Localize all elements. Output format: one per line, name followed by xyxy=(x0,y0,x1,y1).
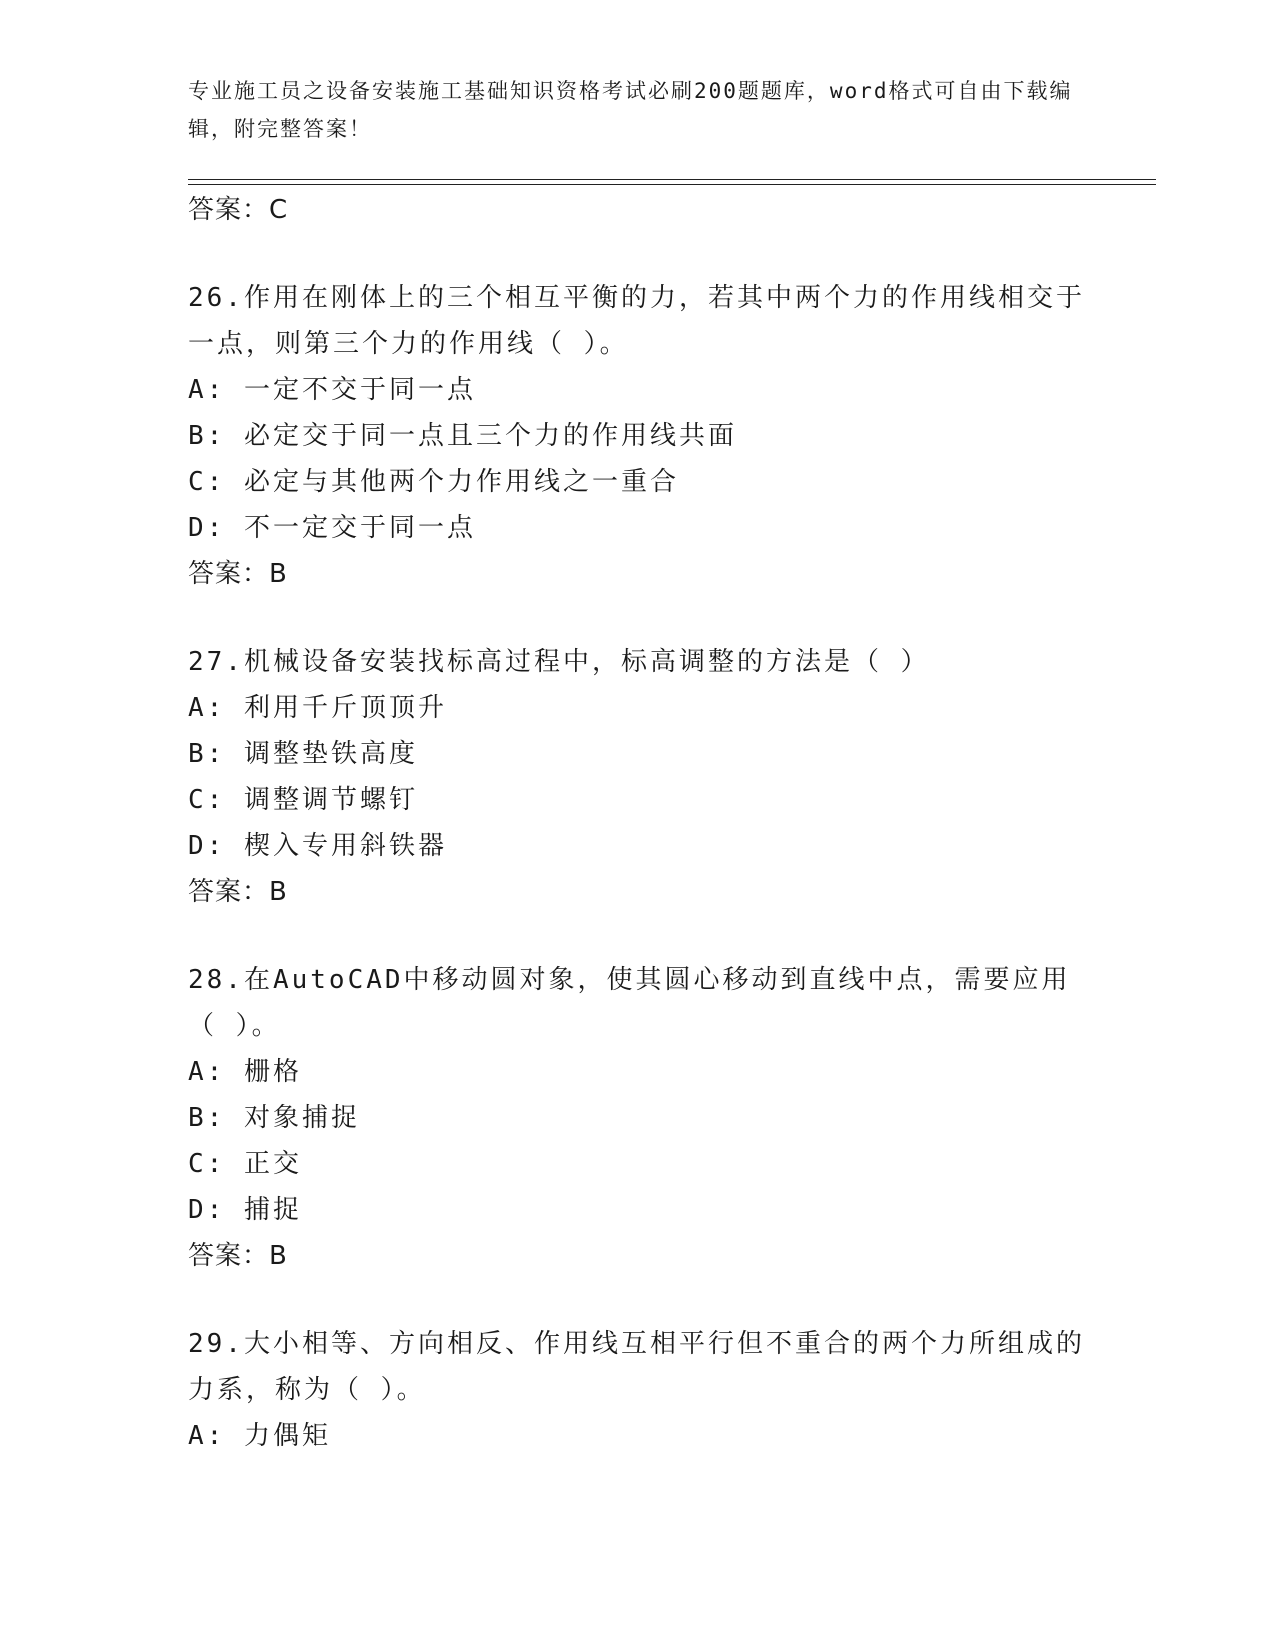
question-text: 26.作用在刚体上的三个相互平衡的力，若其中两个力的作用线相交于一点，则第三个力的作用线（ ）。 xyxy=(188,283,1085,359)
option-b: B: 调整垫铁高度 xyxy=(188,739,418,769)
answer-q25: 答案：C xyxy=(188,195,289,225)
answer-q27: 答案：B xyxy=(188,877,288,907)
question-list xyxy=(188,187,1088,1459)
spacer xyxy=(188,233,1088,275)
option-d: D: 楔入专用斜铁器 xyxy=(188,831,447,861)
answer-q26: 答案：B xyxy=(188,559,288,589)
option-a: A: 一定不交于同一点 xyxy=(188,375,476,405)
question-text: 29.大小相等、方向相反、作用线互相平行但不重合的两个力所组成的力系，称为（ ）。 xyxy=(188,1329,1085,1405)
option-d: D: 捕捉 xyxy=(188,1195,302,1225)
option-d: D: 不一定交于同一点 xyxy=(188,513,476,543)
document-header: 专业施工员之设备安装施工基础知识资格考试必刷200题题库，word格式可自由下载编辑，附完整答案！ xyxy=(188,79,1073,141)
spacer xyxy=(188,915,1088,957)
option-a: A: 力偶矩 xyxy=(188,1421,331,1451)
spacer xyxy=(188,1279,1088,1321)
option-b: B: 对象捕捉 xyxy=(188,1103,360,1133)
option-a: A: 利用千斤顶顶升 xyxy=(188,693,447,723)
question-block-26 xyxy=(188,275,1088,597)
question-text: 28.在AutoCAD中移动圆对象，使其圆心移动到直线中点，需要应用（ ）。 xyxy=(188,965,1071,1041)
option-a: A: 栅格 xyxy=(188,1057,302,1087)
option-c: C: 正交 xyxy=(188,1149,302,1179)
option-b: B: 必定交于同一点且三个力的作用线共面 xyxy=(188,421,737,451)
header-rule-bottom xyxy=(188,184,1156,185)
option-c: C: 调整调节螺钉 xyxy=(188,785,418,815)
spacer xyxy=(188,597,1088,639)
question-block-29 xyxy=(188,1321,1088,1459)
question-text: 27.机械设备安装找标高过程中，标高调整的方法是（ ） xyxy=(188,647,930,677)
option-c: C: 必定与其他两个力作用线之一重合 xyxy=(188,467,679,497)
question-block-27 xyxy=(188,639,1088,915)
header-rule-top xyxy=(188,179,1156,180)
answer-q28: 答案：B xyxy=(188,1241,288,1271)
document-page xyxy=(188,72,1148,148)
question-block-28 xyxy=(188,957,1088,1279)
